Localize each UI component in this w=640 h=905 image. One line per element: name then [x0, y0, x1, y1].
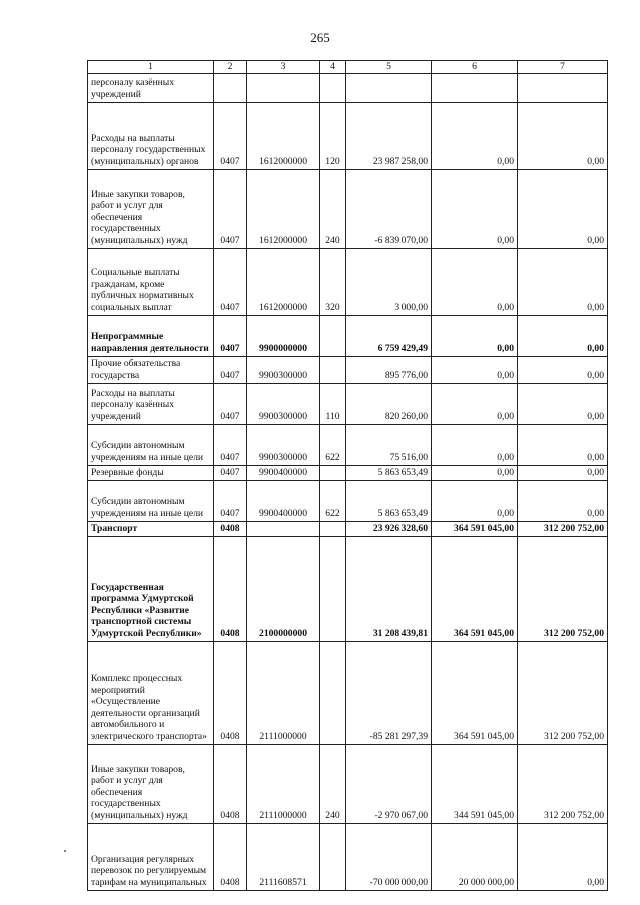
cell-name: Субсидии автономным учреждениям на иные цели — [88, 480, 214, 521]
cell-code: 0407 — [214, 465, 247, 480]
cell-target: 9900300000 — [247, 424, 320, 465]
cell-name: Социальные выплаты гражданам, кроме публичных нормативных социальных выплат — [88, 248, 214, 315]
cell-target: 9900300000 — [247, 356, 320, 383]
cell-code: 0407 — [214, 356, 247, 383]
cell-type: 110 — [320, 383, 346, 424]
cell-v6: 0,00 — [432, 315, 518, 356]
table-row — [88, 641, 608, 744]
cell-v5: 6 759 429,49 — [346, 315, 432, 356]
header-cell: 2 — [214, 61, 247, 74]
cell-target: 1612000000 — [247, 102, 320, 169]
cell-code: 0407 — [214, 102, 247, 169]
cell-v5: -70 000 000,00 — [346, 823, 432, 890]
cell-type — [320, 315, 346, 356]
table-row — [88, 248, 608, 315]
table-row — [88, 744, 608, 823]
cell-name: Иные закупки товаров, работ и услуг для обеспечения государственных (муниципальных) нужд — [88, 744, 214, 823]
cell-target: 9900400000 — [247, 480, 320, 521]
cell-name: Непрограммные направления деятельности — [88, 315, 214, 356]
table-row — [88, 480, 608, 521]
cell-target: 9900300000 — [247, 383, 320, 424]
cell-v7: 0,00 — [518, 169, 608, 248]
cell-v5: 31 208 439,81 — [346, 536, 432, 641]
cell-v5: 5 863 653,49 — [346, 465, 432, 480]
page-number: 265 — [310, 30, 330, 45]
cell-target: 9900400000 — [247, 465, 320, 480]
cell-v7: 0,00 — [518, 465, 608, 480]
cell-v6: 364 591 045,00 — [432, 521, 518, 536]
cell-target: 9900000000 — [247, 315, 320, 356]
table-row — [88, 465, 608, 480]
cell-v6: 344 591 045,00 — [432, 744, 518, 823]
cell-v5: 5 863 653,49 — [346, 480, 432, 521]
scan-speck — [64, 850, 66, 852]
table-row — [88, 102, 608, 169]
cell-target: 2111000000 — [247, 641, 320, 744]
header-cell: 4 — [320, 61, 346, 74]
table-row — [88, 169, 608, 248]
cell-type — [320, 73, 346, 102]
cell-v5: -2 970 067,00 — [346, 744, 432, 823]
cell-v5: 3 000,00 — [346, 248, 432, 315]
cell-type: 622 — [320, 424, 346, 465]
header-cell: 6 — [432, 61, 518, 74]
cell-v5 — [346, 73, 432, 102]
cell-code: 0407 — [214, 315, 247, 356]
cell-type — [320, 536, 346, 641]
table-row — [88, 73, 608, 102]
cell-code: 0407 — [214, 248, 247, 315]
table-row — [88, 823, 608, 890]
cell-code — [214, 73, 247, 102]
cell-name: Транспорт — [88, 521, 214, 536]
cell-type — [320, 823, 346, 890]
table-row — [88, 521, 608, 536]
cell-code: 0407 — [214, 169, 247, 248]
cell-code: 0408 — [214, 641, 247, 744]
header-cell: 5 — [346, 61, 432, 74]
cell-v6: 20 000 000,00 — [432, 823, 518, 890]
cell-code: 0408 — [214, 521, 247, 536]
cell-type: 320 — [320, 248, 346, 315]
cell-type — [320, 641, 346, 744]
cell-v5: 895 776,00 — [346, 356, 432, 383]
cell-v6: 364 591 045,00 — [432, 641, 518, 744]
table-row — [88, 315, 608, 356]
cell-v7: 0,00 — [518, 315, 608, 356]
cell-code: 0408 — [214, 744, 247, 823]
cell-v7: 0,00 — [518, 102, 608, 169]
cell-target: 1612000000 — [247, 248, 320, 315]
cell-v7: 0,00 — [518, 480, 608, 521]
cell-v6: 0,00 — [432, 480, 518, 521]
header-cell: 3 — [247, 61, 320, 74]
cell-v5: 820 260,00 — [346, 383, 432, 424]
cell-v5: -6 839 070,00 — [346, 169, 432, 248]
cell-v6: 0,00 — [432, 356, 518, 383]
cell-v7 — [518, 73, 608, 102]
cell-v7: 0,00 — [518, 424, 608, 465]
cell-code: 0407 — [214, 383, 247, 424]
cell-v6: 0,00 — [432, 424, 518, 465]
cell-v7: 312 200 752,00 — [518, 744, 608, 823]
table-row — [88, 536, 608, 641]
cell-v6 — [432, 73, 518, 102]
table-row — [88, 383, 608, 424]
cell-v5: -85 281 297,39 — [346, 641, 432, 744]
cell-type: 622 — [320, 480, 346, 521]
cell-code: 0407 — [214, 424, 247, 465]
cell-v7: 0,00 — [518, 248, 608, 315]
budget-table — [87, 60, 608, 891]
cell-v6: 0,00 — [432, 465, 518, 480]
cell-v7: 0,00 — [518, 383, 608, 424]
cell-v6: 364 591 045,00 — [432, 536, 518, 641]
cell-type — [320, 521, 346, 536]
cell-type — [320, 356, 346, 383]
cell-name: персоналу казённых учреждений — [88, 73, 214, 102]
cell-type: 240 — [320, 744, 346, 823]
cell-target: 2100000000 — [247, 536, 320, 641]
cell-type: 120 — [320, 102, 346, 169]
cell-name: Организация регулярных перевозок по регулируемым тарифам на муниципальных — [88, 823, 214, 890]
cell-v6: 0,00 — [432, 102, 518, 169]
cell-target: 1612000000 — [247, 169, 320, 248]
cell-target — [247, 73, 320, 102]
cell-name: Расходы на выплаты персоналу казённых учреждений — [88, 383, 214, 424]
cell-name: Резервные фонды — [88, 465, 214, 480]
cell-code: 0407 — [214, 480, 247, 521]
cell-v7: 312 200 752,00 — [518, 521, 608, 536]
cell-target — [247, 521, 320, 536]
cell-v5: 23 987 258,00 — [346, 102, 432, 169]
cell-v5: 23 926 328,60 — [346, 521, 432, 536]
cell-name: Расходы на выплаты персоналу государственных (муниципальных) органов — [88, 102, 214, 169]
cell-v6: 0,00 — [432, 169, 518, 248]
cell-name: Государственная программа Удмуртской Республики «Развитие транспортной системы Удмуртской Республики» — [88, 536, 214, 641]
header-cell: 1 — [88, 61, 214, 74]
cell-type — [320, 465, 346, 480]
cell-v7: 312 200 752,00 — [518, 536, 608, 641]
cell-v6: 0,00 — [432, 383, 518, 424]
cell-name: Иные закупки товаров, работ и услуг для обеспечения государственных (муниципальных) нужд — [88, 169, 214, 248]
cell-name: Комплекс процессных мероприятий «Осуществление деятельности организаций автомобильного и электрического транспорта» — [88, 641, 214, 744]
cell-target: 2111000000 — [247, 744, 320, 823]
cell-name: Субсидии автономным учреждениям на иные цели — [88, 424, 214, 465]
cell-name: Прочие обязательства государства — [88, 356, 214, 383]
cell-v7: 0,00 — [518, 823, 608, 890]
cell-code: 0408 — [214, 823, 247, 890]
cell-v5: 75 516,00 — [346, 424, 432, 465]
table-row — [88, 356, 608, 383]
table-row — [88, 424, 608, 465]
cell-type: 240 — [320, 169, 346, 248]
cell-v7: 312 200 752,00 — [518, 641, 608, 744]
cell-target: 2111608571 — [247, 823, 320, 890]
cell-v7: 0,00 — [518, 356, 608, 383]
cell-v6: 0,00 — [432, 248, 518, 315]
header-row — [88, 61, 608, 74]
cell-code: 0408 — [214, 536, 247, 641]
header-cell: 7 — [518, 61, 608, 74]
